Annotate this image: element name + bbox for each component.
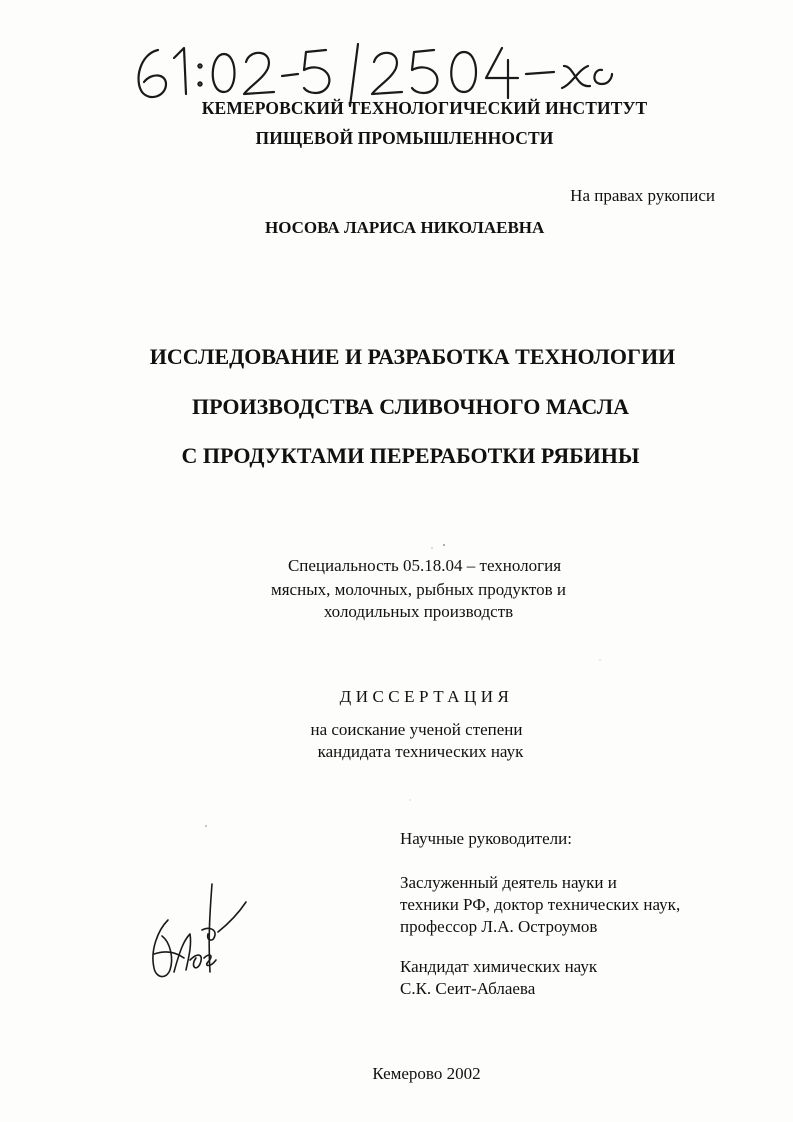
institute-name-line2: ПИЩЕВОЙ ПРОМЫШЛЕННОСТИ xyxy=(255,128,554,148)
advisor-2-line2: С.К. Сеит-Аблаева xyxy=(400,979,536,998)
specialty-line3: холодильных производств xyxy=(323,602,514,621)
thesis-title-line3: С ПРОДУКТАМИ ПЕРЕРАБОТКИ РЯБИНЫ xyxy=(181,443,640,468)
advisor-1-line1: Заслуженный деятель науки и xyxy=(400,873,617,892)
specialty-line1: Специальность 05.18.04 – технология xyxy=(287,556,562,575)
city-year: Кемерово 2002 xyxy=(372,1064,481,1083)
thesis-title-line2: ПРОИЗВОДСТВА СЛИВОЧНОГО МАСЛА xyxy=(191,394,629,419)
author-name: НОСОВА ЛАРИСА НИКОЛАЕВНА xyxy=(265,218,545,237)
thesis-title-line1: ИССЛЕДОВАНИЕ И РАЗРАБОТКА ТЕХНОЛОГИИ xyxy=(149,344,676,369)
advisor-2-block xyxy=(400,956,597,1000)
institute-name-line1: КЕМЕРОВСКИЙ ТЕХНОЛОГИЧЕСКИЙ ИНСТИТУТ xyxy=(201,98,648,118)
degree-line2: кандидата технических наук xyxy=(317,742,524,761)
degree-line1: на соискание ученой степени xyxy=(310,720,523,739)
advisor-2-line1: Кандидат химических наук xyxy=(400,957,598,976)
handwritten-signature xyxy=(140,880,250,990)
manuscript-rights-note: На правах рукописи xyxy=(570,186,715,205)
advisor-1-line2: техники РФ, доктор технических наук, xyxy=(400,895,681,914)
advisor-1-block xyxy=(400,872,680,938)
dissertation-label: ДИССЕРТАЦИЯ xyxy=(339,687,514,706)
advisors-heading: Научные руководители: xyxy=(400,829,572,848)
advisor-1-line3: профессор Л.А. Остроумов xyxy=(400,917,598,936)
specialty-line2: мясных, молочных, рыбных продуктов и xyxy=(270,580,566,599)
